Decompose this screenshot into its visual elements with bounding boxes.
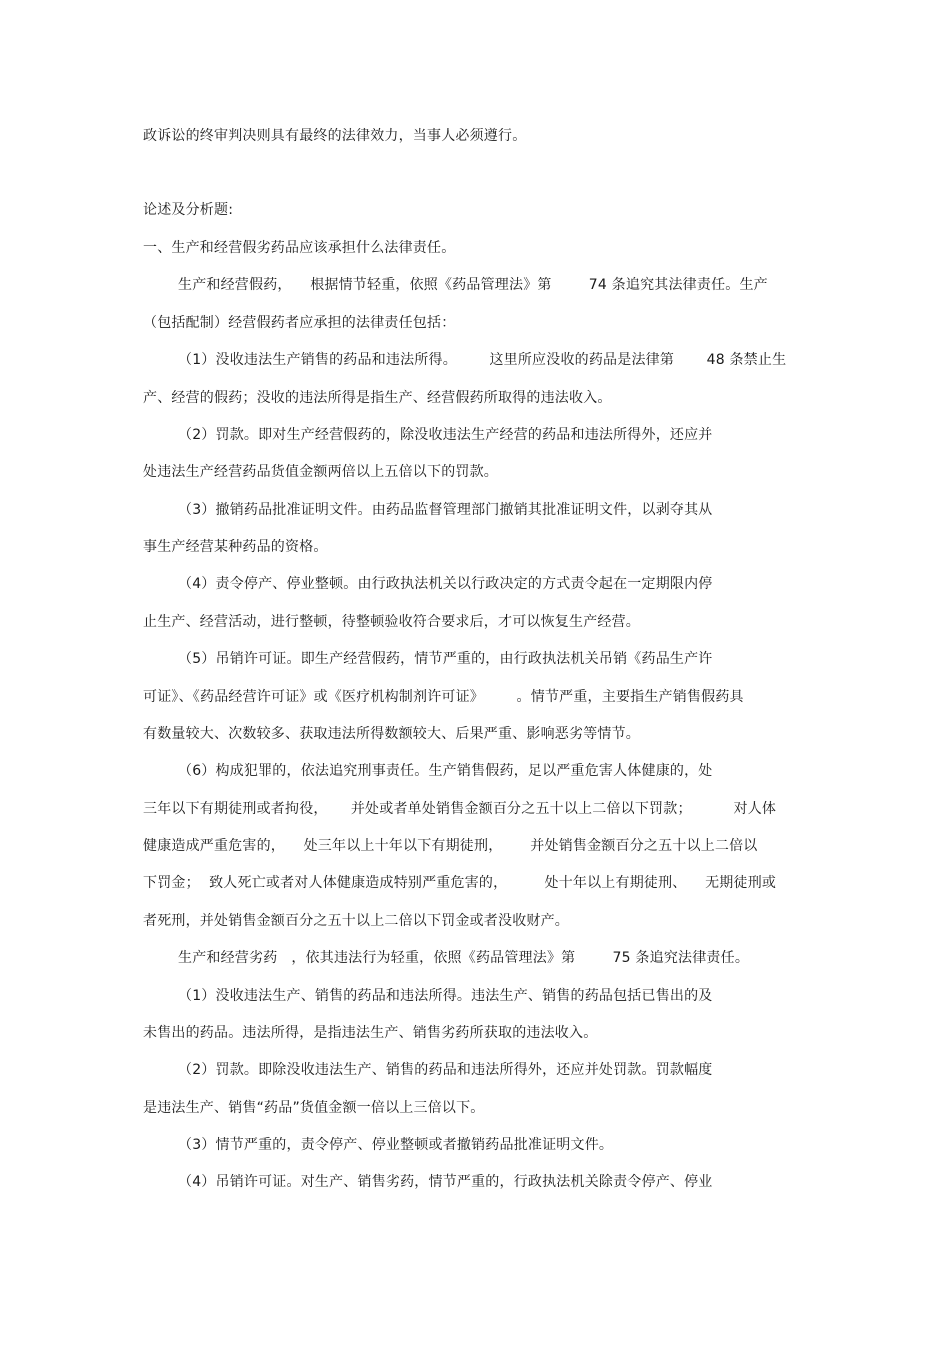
text-line: 止生产、经营活动，进行整顿，待整顿验收符合要求后，才可以恢复生产经营。 — [143, 614, 640, 630]
text-line: （4）责令停产、停业整顿。由行政执法机关以行政决定的方式责令起在一定期限内停 — [178, 576, 713, 592]
text-line: （2）罚款。即除没收违法生产、销售的药品和违法所得外，还应并处罚款。罚款幅度 — [178, 1062, 713, 1078]
text-line: 健康造成严重危害的， 处三年以上十年以下有期徒刑， 并处销售金额百分之五十以上二倍以 — [143, 838, 758, 854]
text-line: 未售出的药品。违法所得，是指违法生产、销售劣药所获取的违法收入。 — [143, 1025, 598, 1041]
text-line: 是违法生产、销售“药品”货值金额一倍以上三倍以下。 — [143, 1100, 485, 1116]
text-line: 生产和经营假药， 根据情节轻重，依照《药品管理法》第 74 条追究其法律责任。生产 — [178, 277, 768, 293]
text-line: （3）情节严重的，责令停产、停业整顿或者撤销药品批准证明文件。 — [178, 1137, 614, 1153]
text-line: （1）没收违法生产、销售的药品和违法所得。违法生产、销售的药品包括已售出的及 — [178, 988, 713, 1004]
question-heading: 一、生产和经营假劣药品应该承担什么法律责任。 — [143, 240, 456, 256]
text-line: （包括配制）经营假药者应承担的法律责任包括： — [143, 315, 456, 331]
text-line: 生产和经营劣药 ，依其违法行为轻重，依照《药品管理法》第 75 条追究法律责任。 — [178, 950, 750, 966]
text-line: 事生产经营某种药品的资格。 — [143, 539, 328, 555]
text-line: 政诉讼的终审判决则具有最终的法律效力，当事人必须遵行。 — [143, 128, 527, 144]
text-line: 处违法生产经营药品货值金额两倍以上五倍以下的罚款。 — [143, 464, 498, 480]
text-line: 下罚金； 致人死亡或者对人体健康造成特别严重危害的， 处十年以上有期徒刑、 无期徒刑或 — [143, 875, 777, 891]
text-line: （6）构成犯罪的，依法追究刑事责任。生产销售假药，足以严重危害人体健康的，处 — [178, 763, 713, 779]
text-line: 三年以下有期徒刑或者拘役， 并处或者单处销售金额百分之五十以上二倍以下罚款； 对人体 — [143, 801, 777, 817]
text-line: （1）没收违法生产销售的药品和违法所得。 这里所应没收的药品是法律第 48 条禁止生 — [178, 352, 787, 368]
section-heading: 论述及分析题: — [143, 202, 234, 218]
text-line: （5）吊销许可证。即生产经营假药，情节严重的，由行政执法机关吊销《药品生产许 — [178, 651, 713, 667]
text-line: 有数量较大、次数较多、获取违法所得数额较大、后果严重、影响恶劣等情节。 — [143, 726, 640, 742]
text-line: （3）撤销药品批准证明文件。由药品监督管理部门撤销其批准证明文件，以剥夺其从 — [178, 502, 713, 518]
text-line: （4）吊销许可证。对生产、销售劣药，情节严重的，行政执法机关除责令停产、停业 — [178, 1174, 713, 1190]
text-line: 者死刑，并处销售金额百分之五十以上二倍以下罚金或者没收财产。 — [143, 913, 569, 929]
text-line: （2）罚款。即对生产经营假药的，除没收违法生产经营的药品和违法所得外，还应并 — [178, 427, 713, 443]
text-line: 产、经营的假药；没收的违法所得是指生产、经营假药所取得的违法收入。 — [143, 390, 612, 406]
text-line: 可证》、《药品经营许可证》或《医疗机构制剂许可证》 。情节严重，主要指生产销售假药具 — [143, 689, 744, 705]
